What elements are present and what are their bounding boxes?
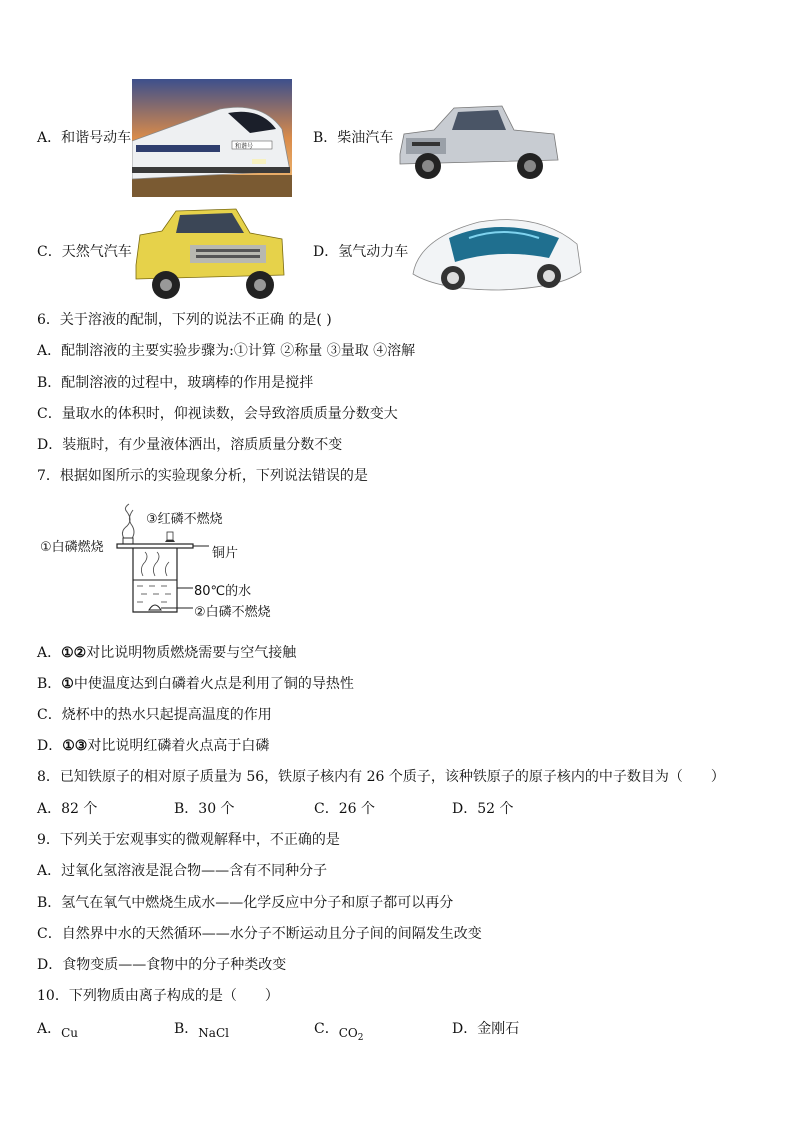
svg-text:和谐号: 和谐号 xyxy=(235,143,254,150)
q5-option-d[interactable]: D．氢气动力车 xyxy=(313,244,409,260)
q10-option-c[interactable]: C．$CO_2$ xyxy=(314,1021,364,1043)
q9-stem: 9．下列关于宏观事实的微观解释中，不正确的是 xyxy=(37,832,340,848)
q10-option-a[interactable]: A．Cu xyxy=(37,1021,79,1040)
q10-option-b[interactable]: B．NaCl xyxy=(174,1021,229,1040)
q6-option-d[interactable]: D．装瓶时，有少量液体洒出，溶质质量分数不变 xyxy=(37,437,343,453)
q8-options xyxy=(37,799,757,819)
q6-option-b[interactable]: B．配制溶液的过程中，玻璃棒的作用是搅拌 xyxy=(37,375,314,391)
q8-stem: 8．已知铁原子的相对原子质量为 56，铁原子核内有 26 个质子，该种铁原子的原子核内的中子数目为（ ） xyxy=(37,769,725,785)
q5-option-b[interactable]: B．柴油汽车 xyxy=(313,130,394,146)
q6-stem: 6．关于溶液的配制，下列的说法不正确 的是( ) xyxy=(37,312,332,328)
hydrogen-concept-car-icon xyxy=(409,208,586,302)
q7-option-d[interactable]: D．①③对比说明红磷着火点高于白磷 xyxy=(37,738,270,754)
diagram-label-2: ②白磷不燃烧 xyxy=(194,605,271,620)
q7-stem: 7．根据如图所示的实验现象分析，下列说法错误的是 xyxy=(37,468,368,484)
q5-option-a[interactable]: A．和谐号动车 xyxy=(37,130,132,146)
suv-icon xyxy=(132,205,287,303)
q10-option-d[interactable]: D．金刚石 xyxy=(452,1021,520,1037)
q9-option-d[interactable]: D．食物变质——食物中的分子种类改变 xyxy=(37,957,287,973)
q7-option-c[interactable]: C．烧杯中的热水只起提高温度的作用 xyxy=(37,707,272,723)
q8-option-d[interactable]: D．52 个 xyxy=(452,801,514,817)
q9-option-c[interactable]: C．自然界中水的天然循环——水分子不断运动且分子间的间隔发生改变 xyxy=(37,926,482,942)
q8-option-b[interactable]: B．30 个 xyxy=(174,801,235,817)
q10-stem: 10．下列物质由离子构成的是（ ） xyxy=(37,988,279,1004)
diagram-label-3: ③红磷不燃烧 xyxy=(146,512,223,527)
q8-option-a[interactable]: A．82 个 xyxy=(37,801,98,817)
q7-option-a[interactable]: A．①②对比说明物质燃烧需要与空气接触 xyxy=(37,645,297,661)
q8-option-c[interactable]: C．26 个 xyxy=(314,801,375,817)
diagram-label-copper: 铜片 xyxy=(212,546,239,561)
q7-option-b[interactable]: B．①中使温度达到白磷着火点是利用了铜的导热性 xyxy=(37,676,354,692)
q6-option-c[interactable]: C．量取水的体积时，仰视读数，会导致溶质质量分数变大 xyxy=(37,406,398,422)
q9-option-a[interactable]: A．过氧化氢溶液是混合物——含有不同种分子 xyxy=(37,863,328,879)
pickup-truck-icon xyxy=(394,94,564,186)
diagram-label-water: 80℃的水 xyxy=(194,584,252,599)
q5-option-c[interactable]: C．天然气汽车 xyxy=(37,244,132,260)
q10-options xyxy=(37,1019,757,1045)
q9-option-b[interactable]: B．氢气在氧气中燃烧生成水——化学反应中分子和原子都可以再分 xyxy=(37,895,454,911)
high-speed-train-icon xyxy=(132,79,292,197)
diagram-label-1: ①白磷燃烧 xyxy=(40,540,104,555)
q6-option-a[interactable]: A．配制溶液的主要实验步骤为:①计算 ②称量 ③量取 ④溶解 xyxy=(37,343,416,359)
